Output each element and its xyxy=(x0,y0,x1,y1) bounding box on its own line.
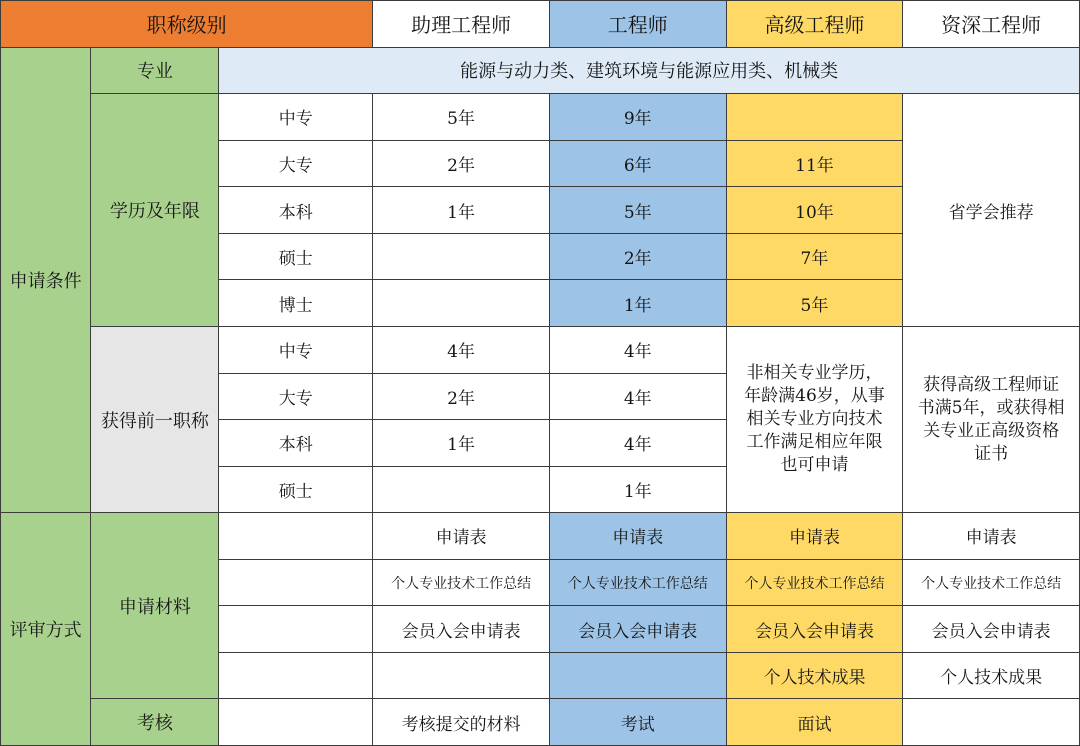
senior-years-cell: 11年 xyxy=(727,141,903,187)
major-value: 能源与动力类、建筑环境与能源应用类、机械类 xyxy=(219,48,1079,94)
senior-years-cell xyxy=(727,94,903,140)
principal-material-cell: 个人技术成果 xyxy=(903,653,1079,699)
engineer-years-cell: 2年 xyxy=(550,234,726,280)
engineer-years-cell: 6年 xyxy=(550,141,726,187)
degree-cell: 中专 xyxy=(219,327,372,373)
group-label-education: 学历及年限 xyxy=(91,94,218,326)
degree-cell: 硕士 xyxy=(219,467,372,513)
engineer-years-cell: 4年 xyxy=(550,420,726,466)
senior-material-cell: 个人技术成果 xyxy=(727,653,903,699)
header-title-cell: 职称级别 xyxy=(1,1,372,47)
principal-assessment-cell xyxy=(903,699,1079,745)
assistant-years-cell: 1年 xyxy=(373,420,549,466)
degree-cell: 本科 xyxy=(219,187,372,233)
empty-cell xyxy=(219,699,372,745)
engineer-assessment-cell: 考试 xyxy=(550,699,726,745)
degree-cell: 硕士 xyxy=(219,234,372,280)
engineer-material-cell xyxy=(550,653,726,699)
empty-cell xyxy=(219,513,372,559)
group-label-previous-title: 获得前一职称 xyxy=(91,327,218,512)
empty-cell xyxy=(219,606,372,652)
assistant-assessment-cell: 考核提交的材料 xyxy=(373,699,549,745)
empty-cell xyxy=(219,653,372,699)
header-level-principal-engineer: 资深工程师 xyxy=(903,1,1079,47)
engineer-years-cell: 4年 xyxy=(550,374,726,420)
assistant-years-cell: 5年 xyxy=(373,94,549,140)
row-label-assessment: 考核 xyxy=(91,699,218,745)
section-label-application-conditions: 申请条件 xyxy=(1,48,90,513)
degree-cell: 大专 xyxy=(219,374,372,420)
assistant-material-cell: 个人专业技术工作总结 xyxy=(373,560,549,606)
engineer-material-cell: 个人专业技术工作总结 xyxy=(550,560,726,606)
engineer-years-cell: 5年 xyxy=(550,187,726,233)
assistant-material-cell xyxy=(373,653,549,699)
group-label-materials: 申请材料 xyxy=(91,513,218,698)
header-level-assistant-engineer: 助理工程师 xyxy=(373,1,549,47)
assistant-years-cell: 2年 xyxy=(373,374,549,420)
principal-material-cell: 个人专业技术工作总结 xyxy=(903,560,1079,606)
senior-previous-title-note: 非相关专业学历，年龄满46岁，从事相关专业方向技术工作满足相应年限也可申请 xyxy=(727,327,903,512)
degree-cell: 中专 xyxy=(219,94,372,140)
senior-years-cell: 5年 xyxy=(727,280,903,326)
assistant-material-cell: 会员入会申请表 xyxy=(373,606,549,652)
assistant-material-cell: 申请表 xyxy=(373,513,549,559)
row-label-major: 专业 xyxy=(91,48,218,94)
engineer-material-cell: 申请表 xyxy=(550,513,726,559)
senior-assessment-cell: 面试 xyxy=(727,699,903,745)
engineer-years-cell: 1年 xyxy=(550,467,726,513)
engineer-years-cell: 4年 xyxy=(550,327,726,373)
empty-cell xyxy=(219,560,372,606)
engineer-years-cell: 9年 xyxy=(550,94,726,140)
engineer-years-cell: 1年 xyxy=(550,280,726,326)
section-label-review-method: 评审方式 xyxy=(1,513,90,745)
engineer-material-cell: 会员入会申请表 xyxy=(550,606,726,652)
assistant-years-cell: 1年 xyxy=(373,187,549,233)
principal-material-cell: 会员入会申请表 xyxy=(903,606,1079,652)
principal-previous-title-note: 获得高级工程师证书满5年，或获得相关专业正高级资格证书 xyxy=(903,327,1079,512)
assistant-years-cell xyxy=(373,280,549,326)
senior-material-cell: 会员入会申请表 xyxy=(727,606,903,652)
principal-education-cell: 省学会推荐 xyxy=(903,94,1079,326)
principal-material-cell: 申请表 xyxy=(903,513,1079,559)
degree-cell: 博士 xyxy=(219,280,372,326)
senior-material-cell: 申请表 xyxy=(727,513,903,559)
assistant-years-cell: 2年 xyxy=(373,141,549,187)
senior-years-cell: 7年 xyxy=(727,234,903,280)
degree-cell: 本科 xyxy=(219,420,372,466)
senior-material-cell: 个人专业技术工作总结 xyxy=(727,560,903,606)
header-level-senior-engineer: 高级工程师 xyxy=(727,1,903,47)
senior-years-cell: 10年 xyxy=(727,187,903,233)
degree-cell: 大专 xyxy=(219,141,372,187)
assistant-years-cell xyxy=(373,234,549,280)
assistant-years-cell: 4年 xyxy=(373,327,549,373)
header-level-engineer: 工程师 xyxy=(550,1,726,47)
assistant-years-cell xyxy=(373,467,549,513)
